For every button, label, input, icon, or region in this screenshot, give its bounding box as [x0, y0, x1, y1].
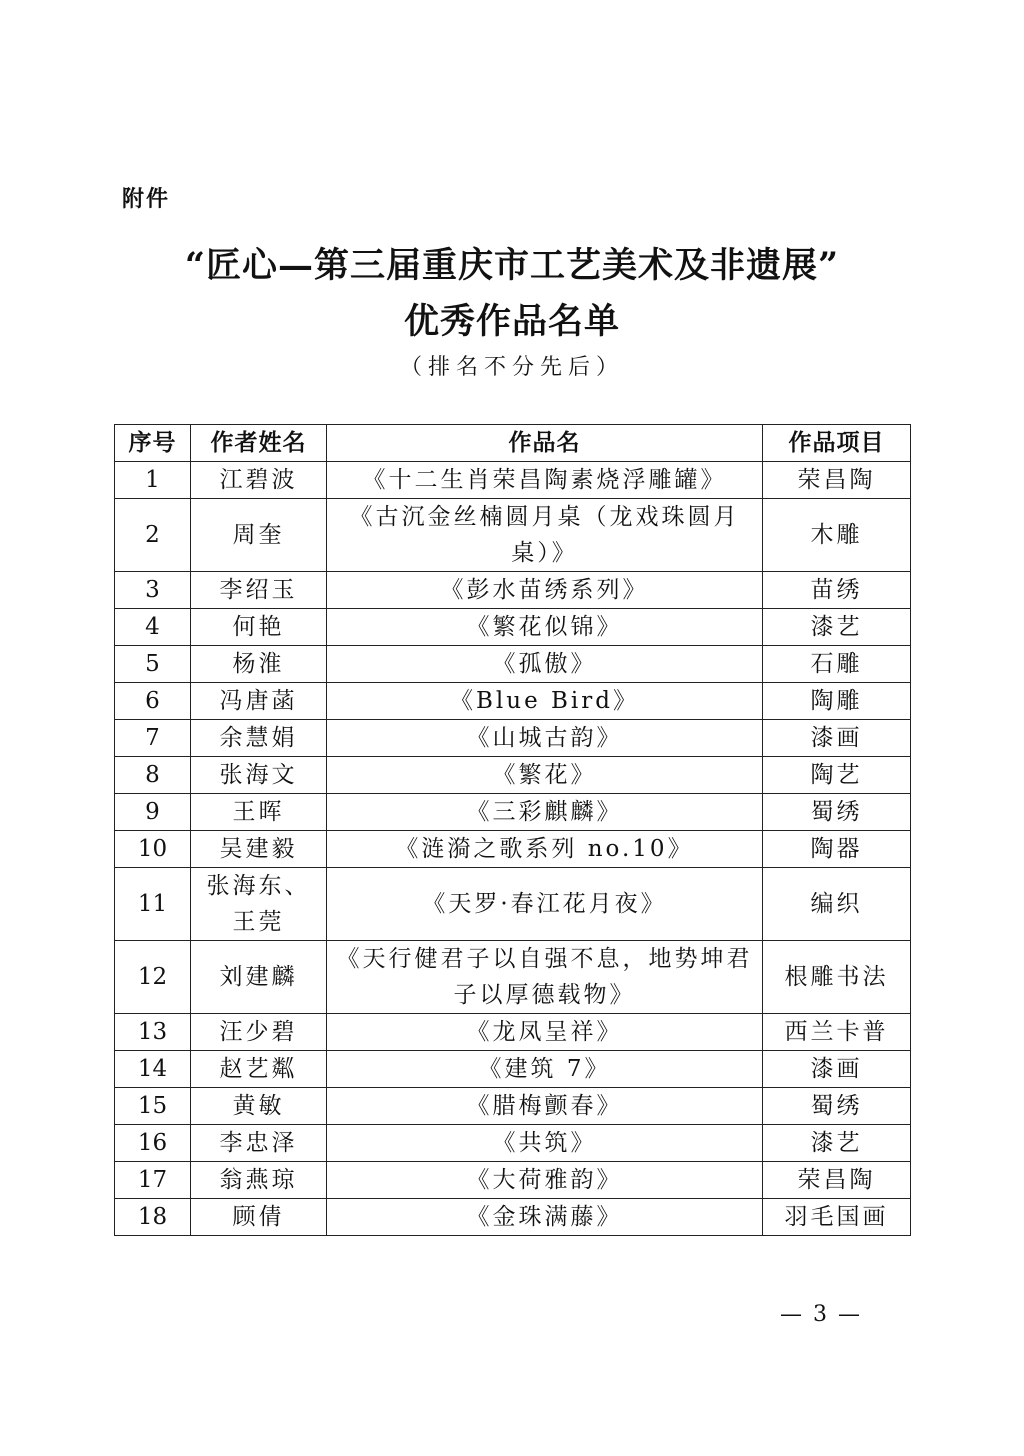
cell-author: 何艳: [191, 609, 327, 646]
table-row: [115, 720, 911, 757]
cell-author: 李绍玉: [191, 572, 327, 609]
table-row: [115, 1014, 911, 1051]
cell-author: 余慧娟: [191, 720, 327, 757]
cell-number: 18: [115, 1199, 191, 1236]
cell-work: 《山城古韵》: [327, 720, 763, 757]
cell-category: 编织: [763, 868, 911, 941]
table-row: [115, 1051, 911, 1088]
cell-work: 《腊梅颤春》: [327, 1088, 763, 1125]
cell-author: 李忠泽: [191, 1125, 327, 1162]
cell-author: 吴建毅: [191, 831, 327, 868]
cell-number: 11: [115, 868, 191, 941]
table-row: [115, 646, 911, 683]
cell-category: 木雕: [763, 499, 911, 572]
table-row: [115, 794, 911, 831]
cell-category: 陶雕: [763, 683, 911, 720]
cell-category: 蜀绣: [763, 1088, 911, 1125]
cell-category: 石雕: [763, 646, 911, 683]
cell-number: 7: [115, 720, 191, 757]
cell-category: 漆艺: [763, 1125, 911, 1162]
cell-work: 《建筑 7》: [327, 1051, 763, 1088]
cell-category: 苗绣: [763, 572, 911, 609]
table-header-row: [115, 425, 911, 462]
cell-category: 西兰卡普: [763, 1014, 911, 1051]
table-row: [115, 831, 911, 868]
column-header-no: 序号: [115, 425, 191, 462]
table-row: [115, 683, 911, 720]
cell-number: 3: [115, 572, 191, 609]
table-row: [115, 757, 911, 794]
cell-author: 翁燕琼: [191, 1162, 327, 1199]
cell-work: 《天行健君子以自强不息，地势坤君子以厚德载物》: [327, 941, 763, 1014]
table-row: [115, 572, 911, 609]
table-row: [115, 868, 911, 941]
cell-work: 《共筑》: [327, 1125, 763, 1162]
cell-author: 汪少碧: [191, 1014, 327, 1051]
cell-work: 《彭水苗绣系列》: [327, 572, 763, 609]
cell-category: 漆画: [763, 720, 911, 757]
cell-author: 江碧波: [191, 462, 327, 499]
cell-author: 刘建麟: [191, 941, 327, 1014]
cell-category: 荣昌陶: [763, 462, 911, 499]
cell-author: 顾倩: [191, 1199, 327, 1236]
table-row: [115, 1125, 911, 1162]
cell-number: 16: [115, 1125, 191, 1162]
cell-work: 《金珠满藤》: [327, 1199, 763, 1236]
cell-number: 2: [115, 499, 191, 572]
column-header-author: 作者姓名: [191, 425, 327, 462]
cell-number: 8: [115, 757, 191, 794]
cell-author: 周奎: [191, 499, 327, 572]
cell-number: 5: [115, 646, 191, 683]
cell-work: 《龙凤呈祥》: [327, 1014, 763, 1051]
cell-number: 14: [115, 1051, 191, 1088]
column-header-work: 作品名: [327, 425, 763, 462]
page-number: — 3 —: [780, 1302, 862, 1327]
column-header-category: 作品项目: [763, 425, 911, 462]
document-title-line2: 优秀作品名单: [403, 301, 620, 342]
table-row: [115, 1088, 911, 1125]
cell-category: 羽毛国画: [763, 1199, 911, 1236]
cell-number: 17: [115, 1162, 191, 1199]
cell-category: 根雕书法: [763, 941, 911, 1014]
cell-number: 6: [115, 683, 191, 720]
works-table: [114, 424, 911, 1236]
cell-work: 《繁花》: [327, 757, 763, 794]
cell-number: 9: [115, 794, 191, 831]
table-row: [115, 941, 911, 1014]
cell-work: 《繁花似锦》: [327, 609, 763, 646]
cell-author: 张海文: [191, 757, 327, 794]
cell-author: 王晖: [191, 794, 327, 831]
table-row: [115, 609, 911, 646]
document-title: “匠心—第三届重庆市工艺美术及非遗展”: [184, 245, 840, 286]
cell-work: 《天罗·春江花月夜》: [327, 868, 763, 941]
cell-work: 《孤傲》: [327, 646, 763, 683]
cell-category: 漆艺: [763, 609, 911, 646]
cell-number: 15: [115, 1088, 191, 1125]
cell-number: 10: [115, 831, 191, 868]
cell-work: 《三彩麒麟》: [327, 794, 763, 831]
table-row: [115, 1199, 911, 1236]
cell-work: 《涟漪之歌系列 no.10》: [327, 831, 763, 868]
cell-work: 《Blue Bird》: [327, 683, 763, 720]
cell-work: 《大荷雅韵》: [327, 1162, 763, 1199]
cell-work: 《十二生肖荣昌陶素烧浮雕罐》: [327, 462, 763, 499]
cell-author: 黄敏: [191, 1088, 327, 1125]
cell-category: 陶艺: [763, 757, 911, 794]
table-row: [115, 462, 911, 499]
cell-number: 12: [115, 941, 191, 1014]
cell-category: 陶器: [763, 831, 911, 868]
cell-number: 1: [115, 462, 191, 499]
cell-category: 漆画: [763, 1051, 911, 1088]
table-body: [115, 462, 911, 1236]
table-row: [115, 1162, 911, 1199]
document-subtitle: （排名不分先后）: [399, 355, 624, 380]
cell-category: 蜀绣: [763, 794, 911, 831]
cell-author: 张海东、王莞: [191, 868, 327, 941]
cell-author: 杨淮: [191, 646, 327, 683]
attachment-label: 附件: [122, 187, 171, 212]
cell-work: 《古沉金丝楠圆月桌（龙戏珠圆月桌）》: [327, 499, 763, 572]
cell-number: 4: [115, 609, 191, 646]
cell-author: 赵艺粼: [191, 1051, 327, 1088]
cell-number: 13: [115, 1014, 191, 1051]
table-row: [115, 499, 911, 572]
cell-category: 荣昌陶: [763, 1162, 911, 1199]
cell-author: 冯唐菡: [191, 683, 327, 720]
